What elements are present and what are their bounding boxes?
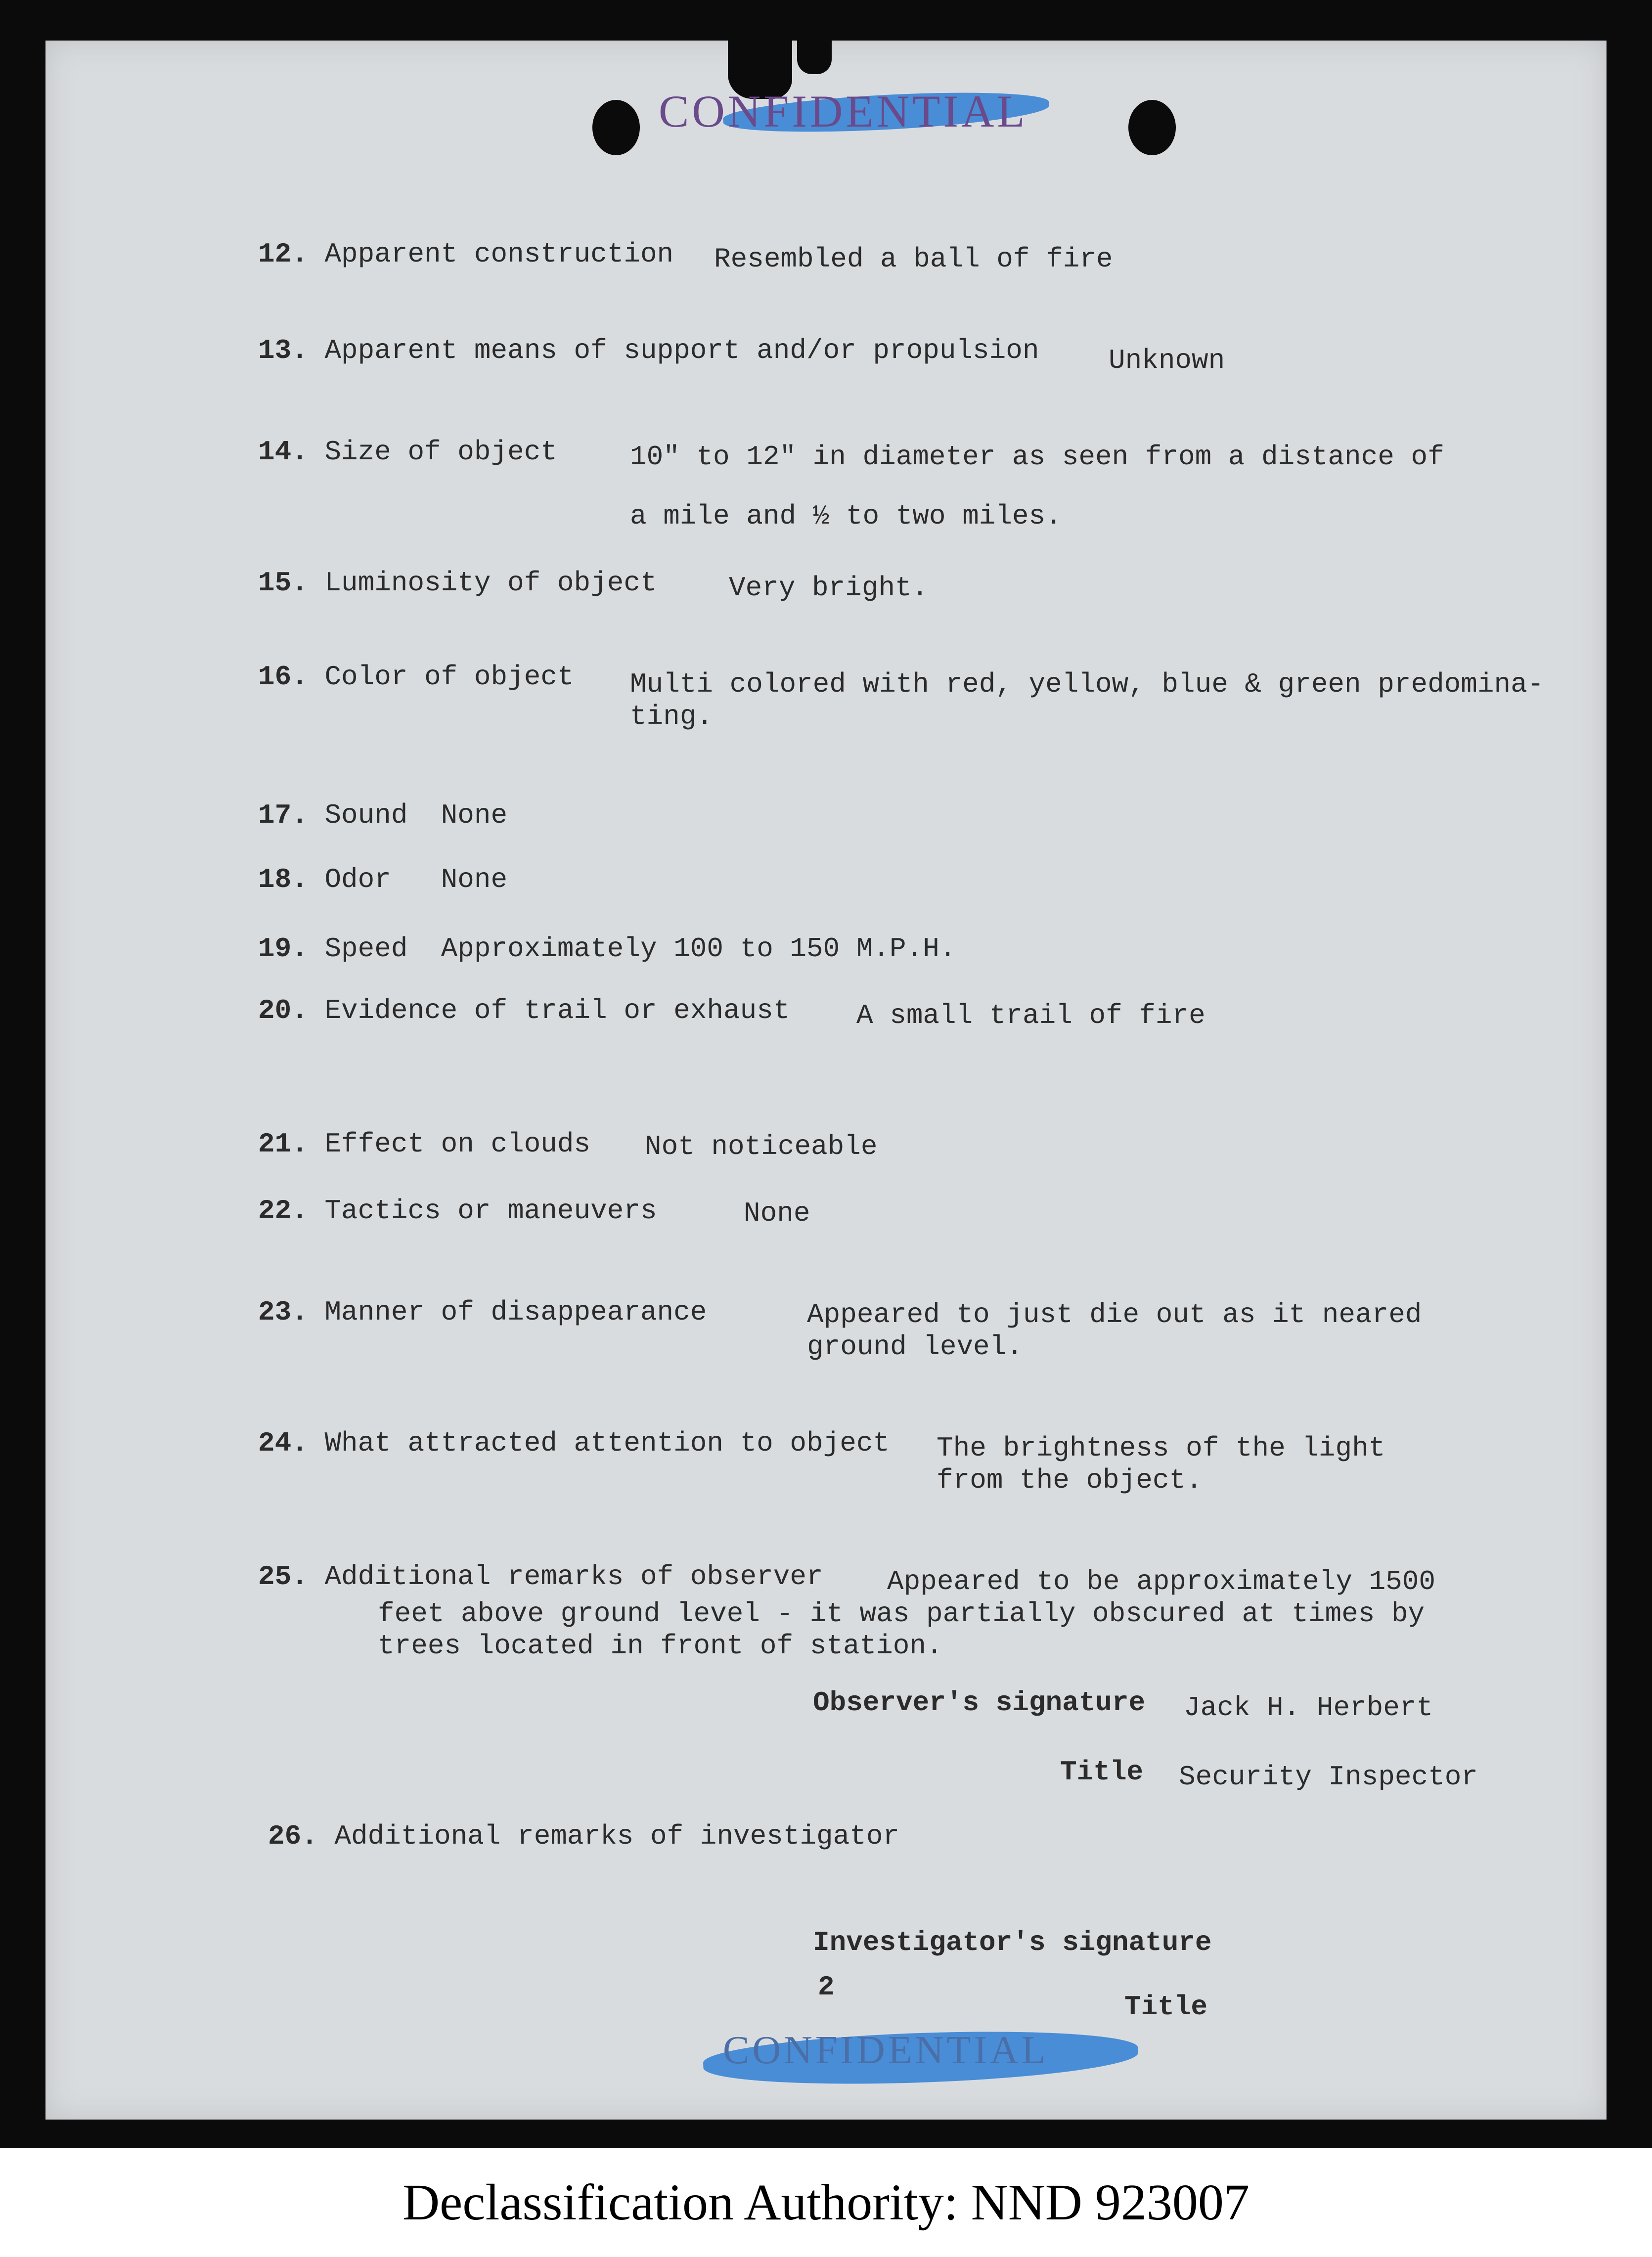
page-number: 2 bbox=[818, 1971, 835, 2003]
item-17: 17. Sound None bbox=[258, 799, 508, 831]
item-25-value-cont: feet above ground level - it was partially obscured at times by bbox=[378, 1598, 1425, 1630]
item-14: 14. Size of object bbox=[258, 436, 557, 468]
item-22: 22. Tactics or maneuvers bbox=[258, 1195, 657, 1227]
item-25: 25. Additional remarks of observer bbox=[258, 1561, 823, 1593]
item-12-value: Resembled a ball of fire bbox=[714, 243, 1113, 275]
confidential-stamp-top: CONFIDENTIAL bbox=[659, 85, 1028, 137]
item-22-value: None bbox=[744, 1197, 810, 1229]
investigator-signature-label: Investigator's signature bbox=[813, 1927, 1212, 1958]
punch-hole bbox=[592, 100, 640, 155]
item-20: 20. Evidence of trail or exhaust bbox=[258, 995, 790, 1026]
item-15-value: Very bright. bbox=[729, 572, 929, 604]
item-23: 23. Manner of disappearance bbox=[258, 1296, 707, 1328]
confidential-stamp-bottom: CONFIDENTIAL bbox=[723, 2028, 1049, 2073]
item-26: 26. Additional remarks of investigator bbox=[268, 1820, 900, 1852]
paper-tear bbox=[797, 0, 832, 74]
item-18: 18. Odor None bbox=[258, 864, 508, 895]
observer-signature-label: Observer's signature bbox=[813, 1687, 1146, 1719]
item-14-value-cont: a mile and ½ to two miles. bbox=[630, 500, 1062, 532]
item-20-value: A small trail of fire bbox=[856, 1000, 1206, 1031]
item-25-value: Appeared to be approximately 1500 bbox=[887, 1566, 1435, 1597]
item-16: 16. Color of object bbox=[258, 661, 574, 693]
declassification-footer: Declassification Authority: NND 923007 bbox=[0, 2148, 1652, 2257]
item-12: 12. Apparent construction bbox=[258, 238, 674, 270]
observer-title-label: Title bbox=[1060, 1756, 1144, 1788]
item-13-value: Unknown bbox=[1109, 345, 1225, 376]
item-14-value: 10" to 12" in diameter as seen from a distance of bbox=[630, 441, 1444, 473]
item-23-value-cont: ground level. bbox=[807, 1331, 1023, 1363]
item-21-value: Not noticeable bbox=[645, 1131, 878, 1162]
document-page bbox=[45, 41, 1607, 2120]
paper-tear bbox=[728, 0, 792, 99]
item-15: 15. Luminosity of object bbox=[258, 567, 657, 599]
item-13: 13. Apparent means of support and/or propulsion bbox=[258, 335, 1039, 366]
item-16-value: Multi colored with red, yellow, blue & green predomina- bbox=[630, 668, 1544, 700]
observer-signature-value: Jack H. Herbert bbox=[1184, 1692, 1433, 1724]
item-25-value-cont2: trees located in front of station. bbox=[378, 1630, 943, 1662]
punch-hole bbox=[1128, 100, 1176, 155]
item-23-value: Appeared to just die out as it neared bbox=[807, 1299, 1422, 1330]
item-21: 21. Effect on clouds bbox=[258, 1128, 591, 1160]
item-24-value-cont: from the object. bbox=[937, 1464, 1203, 1496]
item-19: 19. Speed Approximately 100 to 150 M.P.H. bbox=[258, 933, 956, 965]
item-24: 24. What attracted attention to object bbox=[258, 1427, 890, 1459]
item-16-value-cont: ting. bbox=[630, 701, 714, 732]
observer-title-value: Security Inspector bbox=[1179, 1761, 1478, 1793]
investigator-title-label: Title bbox=[1124, 1991, 1208, 2023]
item-24-value: The brightness of the light bbox=[937, 1432, 1385, 1464]
